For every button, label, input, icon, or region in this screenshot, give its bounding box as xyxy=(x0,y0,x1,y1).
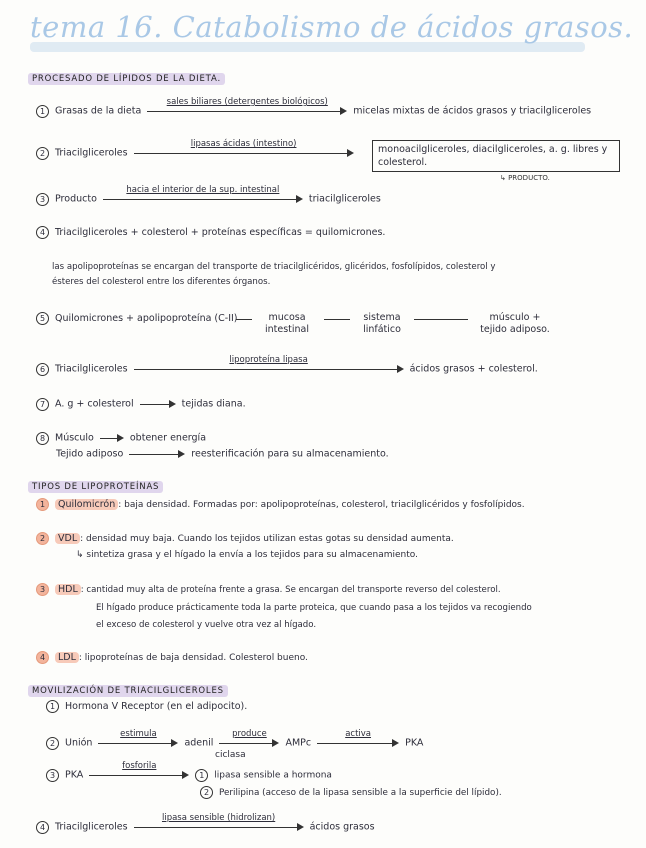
product-box: monoacilgliceroles, diacilgliceroles, a. g. libres y colesterol. xyxy=(372,140,620,172)
arrow: lipoproteína lipasa xyxy=(134,362,404,376)
movil-row-2-ciclasa: ciclasa xyxy=(215,750,246,760)
section-heading-movilizacion: MOVILIZACIÓN DE TRIACILGLICEROLES xyxy=(28,686,228,696)
tipo-hdl-line2: El hígado produce prácticamente toda la parte proteica, que cuando pasa a los tejidos va recogiendo xyxy=(96,603,532,613)
arrow: fosforila xyxy=(89,768,189,782)
arrow: activa xyxy=(317,736,399,750)
route-line xyxy=(324,319,350,320)
arrow: hacia el interior de la sup. intestinal xyxy=(103,192,303,206)
product-note: ↳ PRODUCTO. xyxy=(500,174,550,182)
procesado-row-3: 3 Producto hacia el interior de la sup. intestinal triacilgliceroles xyxy=(36,192,381,207)
movil-row-3: 3 PKA fosforila 1 lipasa sensible a hormona xyxy=(46,768,332,783)
arrow xyxy=(129,447,185,461)
arrow xyxy=(100,431,124,445)
procesado-row-4: 4 Triacilgliceroles + colesterol + proteínas específicas = quilomicrones. xyxy=(36,226,385,240)
arrow: lipasa sensible (hidrolizan) xyxy=(134,820,304,834)
tipo-hdl: 3 HDL : cantidad muy alta de proteína frente a grasa. Se encargan del transporte reverso del colesterol. xyxy=(36,583,501,597)
section-heading-procesado: PROCESADO DE LÍPIDOS DE LA DIETA. xyxy=(28,74,225,84)
route-line xyxy=(236,319,252,320)
arrow: sales biliares (detergentes biológicos) xyxy=(147,104,347,118)
movil-row-1: 1 Hormona V Receptor (en el adipocito). xyxy=(46,700,247,714)
section-heading-tipos: TIPOS DE LIPOPROTEÍNAS xyxy=(28,482,163,492)
procesado-row-1: 1 Grasas de la dieta sales biliares (detergentes biológicos) micelas mixtas de ácidos grasos y triacilgliceroles xyxy=(36,104,591,119)
tipo-quilomicron: 1 Quilomicrón : baja densidad. Formadas por: apolipoproteínas, colesterol, triacilglicéridos y fosfolípidos. xyxy=(36,498,525,512)
movil-row-2: 2 Unión estimula adenil produce AMPc activa PKA xyxy=(46,736,423,751)
page-title: tema 16. Catabolismo de ácidos grasos. xyxy=(30,10,630,44)
movil-row-3b: 2 Perilipina (acceso de la lipasa sensible a la superficie del lípido). xyxy=(200,786,502,800)
procesado-note-apolipoproteinas: las apolipoproteínas se encargan del transporte de triacilglicéridos, glicéridos, fosfolípidos, colesterol y ésteres del colesterol entre los diferentes órganos. xyxy=(52,262,496,287)
route-mucosa: mucosa intestinal xyxy=(264,312,310,335)
route-line xyxy=(414,319,468,320)
procesado-row-8: 8 Músculo obtener energía xyxy=(36,431,206,446)
procesado-row-2: 2 Triacilgliceroles lipasas ácidas (intestino) xyxy=(36,146,360,161)
tipo-hdl-line3: el exceso de colesterol y vuelve otra vez al hígado. xyxy=(96,620,317,630)
procesado-row-7: 7 A. g + colesterol tejidas diana. xyxy=(36,397,246,412)
arrow xyxy=(140,397,176,411)
procesado-row-8b: Tejido adiposo reesterificación para su almacenamiento. xyxy=(56,448,389,460)
tipo-vdl: 2 VDL : densidad muy baja. Cuando los tejidos utilizan estas gotas su densidad aumenta. xyxy=(36,532,454,546)
tipo-vdl-line2: ↳ sintetiza grasa y el hígado la envía a los tejidos para su almacenamiento. xyxy=(76,550,418,560)
arrow: produce xyxy=(219,736,279,750)
arrow: lipasas ácidas (intestino) xyxy=(134,146,354,160)
route-musculo: músculo + tejido adiposo. xyxy=(480,312,550,335)
procesado-row-5: 5 Quilomicrones + apolipoproteína (C-II) xyxy=(36,312,238,326)
route-linfatico: sistema linfático xyxy=(363,312,401,335)
arrow: estimula xyxy=(98,736,178,750)
procesado-row-6: 6 Triacilgliceroles lipoproteína lipasa ácidos grasos + colesterol. xyxy=(36,362,538,377)
tipo-ldl: 4 LDL : lipoproteínas de baja densidad. Colesterol bueno. xyxy=(36,651,308,665)
movil-row-4: 4 Triacilgliceroles lipasa sensible (hidrolizan) ácidos grasos xyxy=(36,820,375,835)
